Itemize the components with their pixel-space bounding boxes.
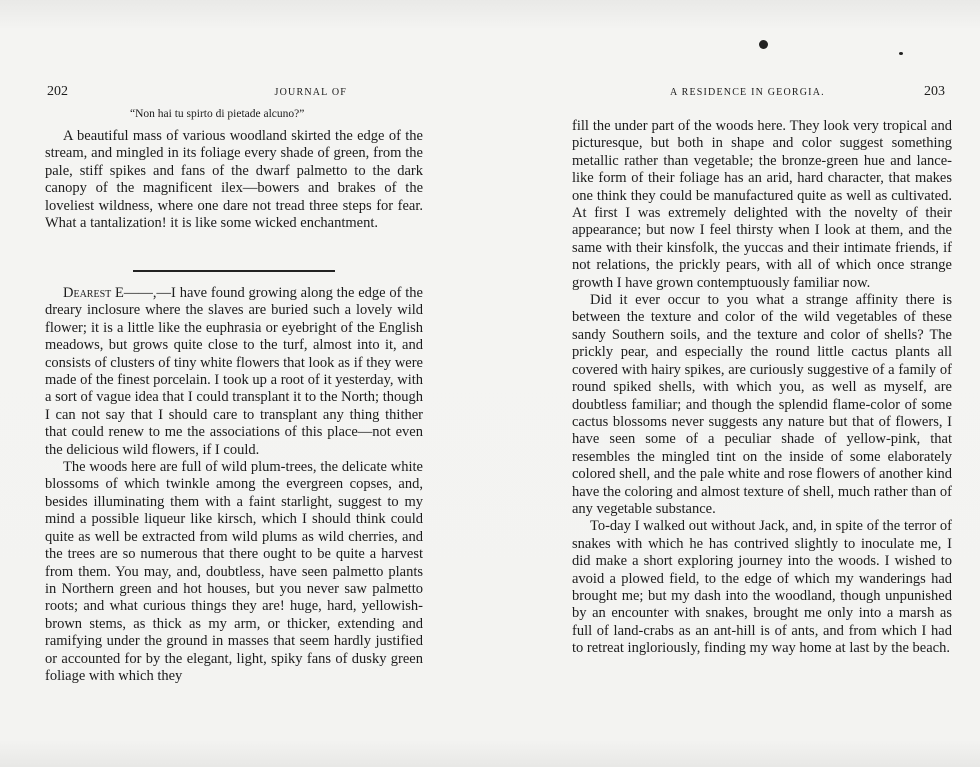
epigraph: “Non hai tu spirto di pietade alcuno?” bbox=[130, 108, 305, 120]
left-paragraph-1: A beautiful mass of various woodland skirted the edge of the stream, and mingled in its foliage every shade of green, from the pale, stiff spikes and fans of the dwarf palmetto to the dark canopy of the magnificent ilex—bowers and brakes of the loveliest wildness, where one dare not tread three steps for fear. What a tantalization! it is like some wicked enchantment. bbox=[45, 128, 423, 232]
left-page-number: 202 bbox=[47, 84, 68, 99]
salutation: Dearest E——, bbox=[63, 285, 157, 301]
left-paragraph-3: The woods here are full of wild plum-trees, the delicate white blossoms of which twinkle among the evergreen copses, and, besides illuminating them with a faint starlight, suggest to my mind a possible liqueur like kirsch, which I should think could quite as well be extracted from wild plums as wild cherries, and the trees are so numerous that there ought to be quite a harvest from them. You may, and, doubtless, have seen palmetto plants in Northern green and hot houses, but you never saw palmetto roots; and what curious things they are! huge, hard, yellowish-brown stems, as thick as my arm, or thicker, extending and ramifying under the ground in masses that seem hardly justified or accounted for by the elegant, light, spiky fans of dusky green foliage with which they bbox=[45, 459, 423, 684]
right-paragraph-2: Did it ever occur to you what a strange affinity there is between the texture and color of the wild vegetables of these sandy Southern soils, and the texture and color of shells? The prickly pear, and especially the round little cactus plants all covered with hairy spikes, are curiously suggestive of a family of round spiked shells, with which you, as well as myself, are doubtless familiar; and though the splendid flame-color of some cactus blossoms never suggests any nature but that of flowers, I have seen some of a peculiar shade of yellow-pink, that resembles the mingled tint on the inside of some elaborately colored shell, and the pale white and rose flowers of another kind have the coloring and almost texture of shell, much rather than of any vegetable substance. bbox=[572, 292, 952, 517]
right-page-number: 203 bbox=[924, 84, 945, 99]
right-page bbox=[490, 0, 980, 767]
left-text-top bbox=[45, 128, 423, 232]
right-paragraph-1: fill the under part of the woods here. They look very tropical and picturesque, but both in shape and color suggest something metallic rather than vegetable; the bronze-green hue and lance-like form of their foliage has an arid, hard character, that makes one think they could be manufactured quite as well as cultivated. At first I was extremely delighted with the novelty of their appearance; but now I feel thirsty when I look at them, and the same with their kinsfolk, the yuccas and their intimate friends, if not relations, the prickly pears, with all of which once strange growth I have grown contemptuously familiar now. bbox=[572, 118, 952, 291]
right-text bbox=[572, 118, 952, 658]
left-text-letter bbox=[45, 285, 423, 685]
right-page-header bbox=[670, 84, 945, 100]
right-running-title: A RESIDENCE IN GEORGIA. bbox=[670, 87, 825, 98]
left-page-header bbox=[47, 84, 347, 100]
left-paragraph-2-body: —I have found growing along the edge of the dreary inclosure where the slaves are buried such a lovely wild flower; it is a little like the euphrasia or eyebright of the English meadows, but grows quite close to the turf, almost into it, and consists of clusters of tiny white flowers that look as if they were made of the finest porcelain. I took up a root of it yesterday, with a sort of vague idea that I could transplant it to the North; though I can not say that I should care to transplant any thing thither that could renew to me the associations of this place—not even the delicious wild flowers, if I could. bbox=[45, 285, 423, 458]
right-paragraph-3: To-day I walked out without Jack, and, in spite of the terror of snakes with which he has contrived slightly to inoculate me, I did make a short exploring journey into the woods. I wished to avoid a plowed field, to the edge of which my wanderings had brought me; but my dash into the woodland, though unpunished by an encounter with snakes, brought me only into a marsh as full of land-crabs as an ant-hill is of ants, and from which I had to retreat ingloriously, finding my way home at last by the beach. bbox=[572, 518, 952, 657]
left-running-title: JOURNAL OF bbox=[274, 87, 347, 98]
section-divider bbox=[133, 270, 335, 272]
left-paragraph-2 bbox=[45, 285, 423, 459]
